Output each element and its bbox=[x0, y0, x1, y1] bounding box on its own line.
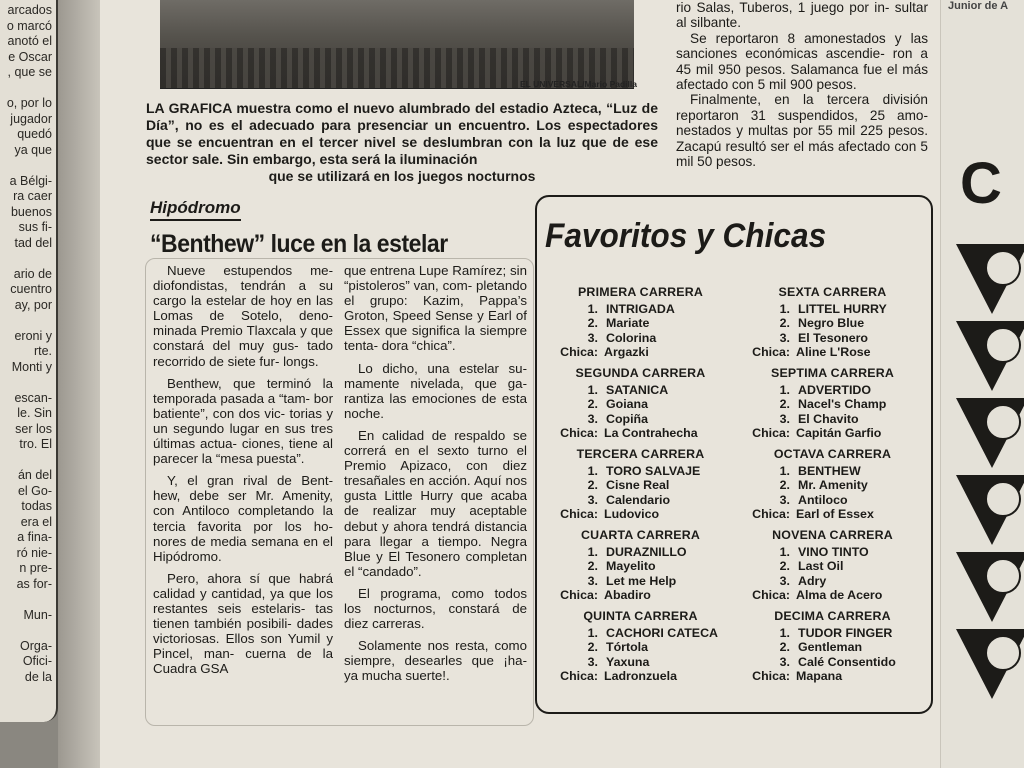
pick-horse: DURAZNILLO bbox=[606, 545, 687, 560]
chica-label: Chica: bbox=[560, 587, 598, 602]
pick-rank: 3. bbox=[587, 330, 598, 345]
chica-horse: Abadiro bbox=[604, 587, 651, 602]
race-pick-row bbox=[740, 397, 925, 411]
race-chica-row bbox=[740, 588, 925, 602]
left-page-text-line: era el bbox=[20, 514, 52, 529]
left-page-text-line: a Bélgi- bbox=[9, 173, 52, 188]
top-right-p2: Se reportaron 8 amonestados y las sanciones económicas ascendie- ron a 45 mil 950 pesos. Salamanca fue el más afectado con 5 mil 900 pesos. bbox=[676, 30, 928, 93]
race-pick-row bbox=[740, 545, 925, 559]
pick-horse: BENTHEW bbox=[798, 464, 861, 479]
race-title: PRIMERA CARRERA bbox=[577, 285, 704, 299]
chica-label: Chica: bbox=[752, 344, 790, 359]
race-chica-row bbox=[548, 426, 733, 440]
article-column-2 bbox=[344, 263, 527, 690]
race-title: SEPTIMA CARRERA bbox=[770, 366, 894, 380]
paragraph: Solamente nos resta, como siempre, desearles que ¡ha- ya mucha suerte!. bbox=[344, 638, 527, 684]
left-page-text-line: buenos bbox=[10, 204, 52, 219]
chica-horse: Ludovico bbox=[604, 506, 660, 521]
race-chica-row bbox=[548, 588, 733, 602]
race-chica-row bbox=[548, 345, 733, 359]
race-pick-row bbox=[548, 574, 733, 588]
left-page-text-line: jugador bbox=[10, 111, 52, 126]
race-pick-row bbox=[548, 655, 733, 669]
pick-rank: 1. bbox=[587, 626, 598, 641]
race-title: CUARTA CARRERA bbox=[580, 528, 701, 542]
left-page-text-line: ay, por bbox=[14, 297, 52, 312]
race-title: DECIMA CARRERA bbox=[774, 609, 891, 623]
pick-rank: 2. bbox=[779, 478, 790, 493]
left-page-text-line: o marcó bbox=[6, 18, 52, 33]
race-pick-row bbox=[740, 383, 925, 397]
pick-horse: VINO TINTO bbox=[798, 545, 869, 560]
pick-rank: 2. bbox=[587, 316, 598, 331]
race-pick-row bbox=[548, 331, 733, 345]
left-page-text-line: ser los bbox=[15, 421, 52, 436]
race-block bbox=[740, 285, 925, 359]
left-page-text-line: eroni y bbox=[14, 328, 52, 343]
pick-horse: ADVERTIDO bbox=[798, 383, 871, 398]
caption-last-line: que se utilizará en los juegos nocturnos bbox=[268, 168, 536, 184]
pick-horse: Mariate bbox=[606, 316, 650, 331]
race-chica-row bbox=[548, 669, 733, 683]
race-pick-row bbox=[548, 383, 733, 397]
running-icon-emblem bbox=[985, 404, 1021, 440]
left-page-text-line: ró nie- bbox=[16, 545, 52, 560]
race-block bbox=[740, 609, 925, 683]
pick-horse: El Chavito bbox=[798, 411, 859, 426]
paragraph: Pero, ahora sí que habrá calidad y cantidad, ya que los restantes seis estelaris- tas tienen también posibili- dades victoriosas. Ellos son Yumil y Pincel, man- cuerna de la Cuadra GSA bbox=[153, 570, 333, 677]
paragraph: Benthew, que terminó la temporada pasada a “tam- bor batiente”, con dos vic- torias y un segundo lugar en sus tres últimas actua- ciones, tiene al parecer la “mesa puesta”. bbox=[153, 375, 333, 467]
pick-horse: TORO SALVAJE bbox=[606, 464, 701, 479]
pick-horse: Antiloco bbox=[798, 492, 848, 507]
top-right-p3: Finalmente, en la tercera división reportaron 31 suspendidos, 25 amo- nestados y multas por 55 mil 225 pesos. Zacapú resultó ser el más afectado con 5 mil 50 pesos. bbox=[676, 92, 928, 170]
top-right-p1: rio Salas, Tuberos, 1 juego por in- sultar al silbante. bbox=[676, 0, 928, 31]
paragraph: que entrena Lupe Ramírez; sin “pistoleros” van, com- pletando el grupo: Kazim, Pappa’s Groton, Speed Sense y Earl of Essex que significa la siempre tenta- dora “chica”. bbox=[344, 263, 527, 354]
chica-horse: Earl of Essex bbox=[796, 506, 874, 521]
chica-label: Chica: bbox=[752, 506, 790, 521]
race-pick-row bbox=[548, 559, 733, 573]
pick-rank: 2. bbox=[587, 478, 598, 493]
paragraph: Lo dicho, una estelar su- mamente nivelada, que ga- rantiza las emociones de esta noche. bbox=[344, 360, 527, 421]
chica-horse: Alma de Acero bbox=[796, 587, 883, 602]
race-block bbox=[740, 447, 925, 521]
left-page-column bbox=[0, 0, 58, 722]
pick-rank: 1. bbox=[779, 302, 790, 317]
left-page-text-line: ra caer bbox=[13, 189, 52, 203]
race-chica-row bbox=[740, 507, 925, 521]
race-pick-row bbox=[548, 316, 733, 330]
race-pick-row bbox=[740, 331, 925, 345]
caption-body: LA GRAFICA muestra como el nuevo alumbrado del estadio Azteca, “Luz de Día”, no es el adecuado para presenciar un encuentro. Los espectadores que se encuentran en el tercer nivel se deslumbran con la luz que de ese sector sale. Sin embargo, esta será la iluminación bbox=[146, 100, 658, 167]
race-pick-row bbox=[740, 316, 925, 330]
chica-label: Chica: bbox=[752, 668, 790, 683]
pick-rank: 1. bbox=[779, 545, 790, 560]
race-pick-row bbox=[548, 464, 733, 478]
pick-rank: 1. bbox=[587, 302, 598, 317]
table-tennis-icon-emblem bbox=[985, 327, 1021, 363]
race-chica-row bbox=[548, 507, 733, 521]
chica-label: Chica: bbox=[560, 668, 598, 683]
paragraph: Nueve estupendos me- diofondistas, tendrán a su cargo la estelar de hoy en las Lomas de Sotelo, deno- minada Premio Tlaxcala y que constará del muy gus- tado recorrido de siete fur- longs. bbox=[153, 263, 333, 369]
pick-rank: 2. bbox=[779, 316, 790, 331]
pick-rank: 2. bbox=[779, 640, 790, 655]
left-page-text-line: de la bbox=[24, 669, 52, 684]
pick-horse: Adry bbox=[798, 573, 827, 588]
race-pick-row bbox=[548, 302, 733, 316]
race-block bbox=[740, 366, 925, 440]
left-page-text-line: escan- bbox=[14, 390, 52, 405]
left-page-text-line: anotó el bbox=[7, 34, 52, 48]
picks-title: Favoritos y Chicas bbox=[545, 217, 827, 255]
left-page-text-line: tro. El bbox=[19, 437, 52, 451]
pick-horse: TUDOR FINGER bbox=[798, 626, 893, 641]
pick-horse: Colorina bbox=[606, 330, 657, 345]
pick-horse: Calé Consentido bbox=[798, 654, 896, 669]
pick-horse: El Tesonero bbox=[798, 330, 868, 345]
pick-horse: Goiana bbox=[606, 397, 648, 412]
pick-horse: Let me Help bbox=[606, 573, 677, 588]
race-pick-row bbox=[548, 412, 733, 426]
pick-horse: Copiña bbox=[606, 411, 648, 426]
race-pick-row bbox=[548, 545, 733, 559]
pick-rank: 1. bbox=[779, 464, 790, 479]
pick-rank: 3. bbox=[779, 330, 790, 345]
pick-horse: CACHORI CATECA bbox=[606, 626, 718, 641]
photo-credit: EL UNIVERSAL/Mario Padilla bbox=[520, 79, 637, 89]
race-title: SEXTA CARRERA bbox=[778, 285, 887, 299]
pick-rank: 3. bbox=[587, 492, 598, 507]
left-page-text-line: Ofici- bbox=[22, 654, 52, 668]
race-pick-row bbox=[740, 478, 925, 492]
pick-rank: 2. bbox=[587, 397, 598, 412]
pick-rank: 3. bbox=[587, 654, 598, 669]
top-right-article bbox=[676, 0, 928, 169]
photo-caption bbox=[146, 100, 658, 185]
chica-horse: Mapana bbox=[796, 668, 843, 683]
pick-horse: Nacel's Champ bbox=[798, 397, 887, 412]
pick-rank: 2. bbox=[779, 397, 790, 412]
left-page-text-line: tad del bbox=[14, 235, 52, 250]
left-page-text-line: ya que bbox=[14, 142, 52, 157]
pick-rank: 1. bbox=[779, 383, 790, 398]
pick-rank: 3. bbox=[587, 573, 598, 588]
race-block bbox=[548, 285, 733, 359]
chica-label: Chica: bbox=[560, 425, 598, 440]
race-pick-row bbox=[548, 626, 733, 640]
bowling-icon-emblem bbox=[985, 635, 1021, 671]
left-page-text-line: ario de bbox=[13, 266, 52, 281]
section-letter: C bbox=[960, 151, 1002, 216]
race-pick-row bbox=[740, 412, 925, 426]
race-title: QUINTA CARRERA bbox=[583, 609, 698, 623]
race-pick-row bbox=[548, 478, 733, 492]
left-page-text-line: cuentro bbox=[10, 282, 52, 296]
left-page-text-line: Orga- bbox=[20, 638, 52, 653]
pick-rank: 2. bbox=[587, 559, 598, 574]
pick-rank: 1. bbox=[587, 383, 598, 398]
article-column-1 bbox=[153, 263, 333, 683]
left-page-text-line: Mun- bbox=[23, 607, 52, 622]
pick-horse: Tórtola bbox=[606, 640, 648, 655]
chica-horse: Ladronzuela bbox=[604, 668, 677, 683]
left-page-text-line: arcados bbox=[7, 3, 52, 17]
chica-horse: Capitán Garfio bbox=[796, 425, 882, 440]
race-chica-row bbox=[740, 426, 925, 440]
badminton-icon-emblem bbox=[985, 481, 1021, 517]
race-block bbox=[548, 447, 733, 521]
pick-rank: 2. bbox=[779, 559, 790, 574]
pick-horse: Mr. Amenity bbox=[798, 478, 868, 493]
left-page-text-line: le. Sin bbox=[17, 406, 52, 420]
race-title: TERCERA CARRERA bbox=[576, 447, 705, 461]
pick-rank: 3. bbox=[779, 654, 790, 669]
race-block bbox=[740, 528, 925, 602]
chica-label: Chica: bbox=[560, 344, 598, 359]
race-block bbox=[548, 609, 733, 683]
pick-horse: Last Oil bbox=[798, 559, 844, 574]
left-page-text-line: e Oscar bbox=[8, 49, 52, 64]
pick-horse: Gentleman bbox=[798, 640, 863, 655]
pick-rank: 1. bbox=[587, 464, 598, 479]
pick-rank: 3. bbox=[779, 492, 790, 507]
race-pick-row bbox=[740, 559, 925, 573]
pick-horse: Calendario bbox=[606, 492, 671, 507]
left-page-text-line: Monti y bbox=[11, 359, 52, 374]
chica-horse: Argazki bbox=[604, 344, 649, 359]
pick-rank: 1. bbox=[587, 545, 598, 560]
paragraph: En calidad de respaldo se correrá en el sexto turno el Premio Apizaco, con diez tresañales en acción. Aquí nos gusta Little Hurry que acaba de realizar muy aceptable debut y ahora tendrá distancia para llegar a tiempo. Negra Blue y El Tesonero completan el “candado”. bbox=[344, 427, 527, 579]
race-title: SEGUNDA CARRERA bbox=[575, 366, 706, 380]
left-page-text-line: a fina- bbox=[17, 530, 52, 544]
race-pick-row bbox=[740, 493, 925, 507]
race-pick-row bbox=[740, 626, 925, 640]
pick-rank: 3. bbox=[779, 411, 790, 426]
left-page-text-line: , que se bbox=[7, 65, 52, 79]
pick-horse: Cisne Real bbox=[606, 478, 670, 493]
pick-horse: SATANICA bbox=[606, 383, 669, 398]
paragraph: Y, el gran rival de Bent- hew, debe ser Mr. Amenity, con Antiloco completando la tercia favorita por los ho- nores de media semana en el Hipódromo. bbox=[153, 473, 333, 564]
article-headline: “Benthew” luce en la estelar bbox=[150, 230, 448, 258]
section-label: Hipódromo bbox=[150, 198, 241, 221]
left-page-text-line: rte. bbox=[33, 344, 52, 358]
paragraph: El programa, como todos los nocturnos, constará de diez carreras. bbox=[344, 585, 527, 632]
pick-horse: Yaxuna bbox=[606, 654, 650, 669]
race-chica-row bbox=[740, 669, 925, 683]
cycling-icon-emblem bbox=[985, 558, 1021, 594]
left-page-text-line: as for- bbox=[16, 576, 52, 591]
swimming-icon-emblem bbox=[985, 250, 1021, 286]
pick-rank: 2. bbox=[587, 640, 598, 655]
left-page-text-line: o, por lo bbox=[6, 96, 52, 110]
chica-label: Chica: bbox=[752, 425, 790, 440]
race-pick-row bbox=[548, 493, 733, 507]
left-page-text-line: n pre- bbox=[19, 561, 52, 575]
race-chica-row bbox=[740, 345, 925, 359]
left-page-text-line: el Go- bbox=[17, 483, 52, 498]
race-pick-row bbox=[740, 640, 925, 654]
left-page-text-line: án del bbox=[17, 468, 52, 482]
right-page-fragment: Junior de A bbox=[948, 0, 1009, 12]
pick-rank: 3. bbox=[779, 573, 790, 588]
stadium-photo bbox=[160, 0, 634, 89]
race-block bbox=[548, 528, 733, 602]
left-page-text-line: quedó bbox=[17, 127, 52, 141]
race-pick-row bbox=[740, 464, 925, 478]
pick-horse: LITTEL HURRY bbox=[798, 302, 887, 317]
left-page-text-line: sus fi- bbox=[18, 220, 52, 234]
pick-horse: INTRIGADA bbox=[606, 302, 675, 317]
race-pick-row bbox=[740, 574, 925, 588]
chica-horse: Aline L'Rose bbox=[796, 344, 871, 359]
race-pick-row bbox=[740, 302, 925, 316]
race-title: NOVENA CARRERA bbox=[772, 528, 893, 542]
left-page-text-line: todas bbox=[21, 499, 52, 513]
race-pick-row bbox=[548, 397, 733, 411]
race-pick-row bbox=[548, 640, 733, 654]
race-title: OCTAVA CARRERA bbox=[773, 447, 892, 461]
chica-horse: La Contrahecha bbox=[604, 425, 698, 440]
chica-label: Chica: bbox=[752, 587, 790, 602]
pick-rank: 3. bbox=[587, 411, 598, 426]
race-pick-row bbox=[740, 655, 925, 669]
pick-rank: 1. bbox=[779, 626, 790, 641]
pick-horse: Mayelito bbox=[606, 559, 656, 574]
race-block bbox=[548, 366, 733, 440]
pick-horse: Negro Blue bbox=[798, 316, 865, 331]
chica-label: Chica: bbox=[560, 506, 598, 521]
